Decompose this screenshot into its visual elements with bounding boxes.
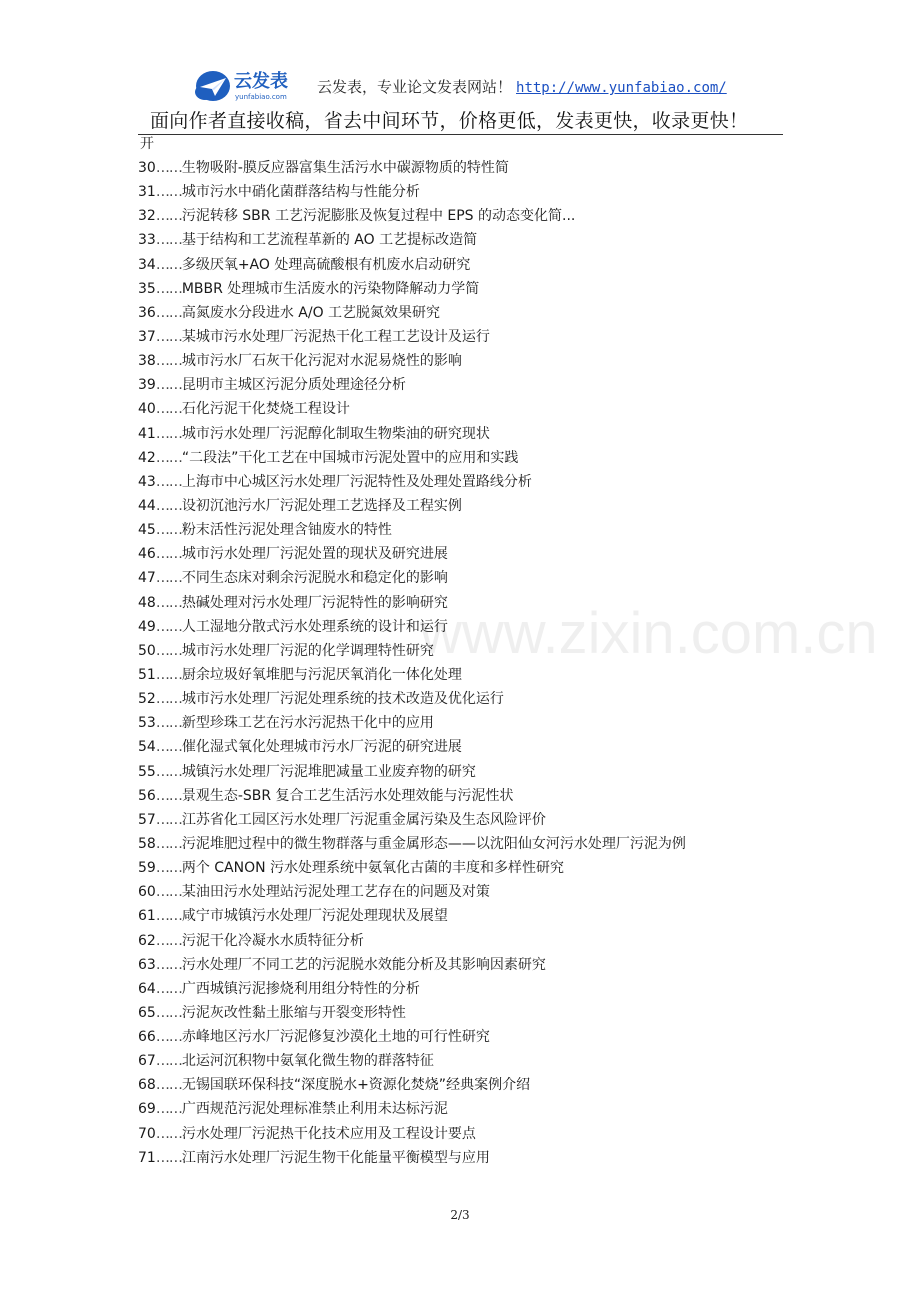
item-title: 多级厌氧+AO 处理高硫酸根有机废水启动研究 — [181, 256, 471, 273]
list-item — [138, 1025, 798, 1049]
item-separator: …… — [155, 1053, 182, 1070]
list-item — [138, 591, 798, 615]
logo-subtext: yunfabiao.com — [235, 93, 287, 101]
item-number: 49 — [138, 618, 156, 635]
item-title: 广西规范污泥处理标准禁止利用未达标污泥 — [181, 1101, 448, 1118]
item-separator: …… — [155, 1004, 182, 1021]
list-item — [138, 373, 798, 397]
item-separator: …… — [155, 1101, 182, 1118]
item-title: 新型珍珠工艺在污水污泥热干化中的应用 — [181, 715, 434, 732]
item-number: 38 — [138, 353, 156, 370]
list-item — [138, 615, 798, 639]
item-separator: …… — [155, 425, 182, 442]
item-number: 58 — [138, 835, 156, 852]
item-title: 基于结构和工艺流程革新的 AO 工艺提标改造简 — [181, 232, 478, 249]
item-title: 生物吸附-膜反应器富集生活污水中碳源物质的特性简 — [181, 160, 509, 176]
item-number: 44 — [138, 497, 156, 514]
item-separator: …… — [155, 691, 182, 708]
item-title: 城市污水处理厂污泥处理系统的技术改造及优化运行 — [181, 691, 504, 708]
item-number: 51 — [138, 666, 156, 683]
item-number: 53 — [138, 715, 156, 732]
item-number: 31 — [138, 184, 156, 201]
item-number: 61 — [138, 908, 156, 925]
logo-graphic — [194, 66, 290, 106]
item-title: 城市污水厂石灰干化污泥对水泥易烧性的影响 — [181, 353, 462, 370]
item-number: 39 — [138, 377, 156, 394]
item-title: 无锡国联环保科技“深度脱水+资源化焚烧”经典案例介绍 — [181, 1077, 531, 1094]
item-separator: …… — [155, 932, 182, 949]
list-item — [138, 808, 798, 832]
watermark-text: www.zixin.com.cn — [420, 601, 878, 666]
list-item — [138, 880, 798, 904]
list-item — [138, 204, 798, 228]
item-number: 57 — [138, 811, 156, 828]
item-number: 52 — [138, 691, 156, 708]
item-number: 63 — [138, 956, 156, 973]
item-title: 催化湿式氧化处理城市污水厂污泥的研究进展 — [181, 739, 462, 756]
item-separator: …… — [155, 618, 182, 635]
item-title: 污泥干化冷凝水水质特征分析 — [181, 932, 364, 949]
item-title: 北运河沉积物中氨氧化微生物的群落特征 — [181, 1053, 434, 1070]
item-separator: …… — [155, 787, 182, 804]
item-separator: …… — [155, 497, 182, 514]
item-number: 37 — [138, 328, 156, 345]
site-url-link[interactable]: http://www.yunfabiao.com/ — [516, 80, 727, 96]
item-separator: …… — [155, 739, 182, 756]
list-item — [138, 518, 798, 542]
item-title: 石化污泥干化焚烧工程设计 — [181, 401, 350, 418]
item-number: 55 — [138, 763, 156, 780]
item-number: 36 — [138, 304, 156, 321]
header-tagline: 面向作者直接收稿，省去中间环节，价格更低，发表更快，收录更快！ — [150, 110, 749, 132]
list-item — [138, 1146, 798, 1170]
item-title: 某油田污水处理站污泥处理工艺存在的问题及对策 — [181, 884, 490, 901]
item-separator: …… — [155, 522, 182, 539]
item-title: “二段法”干化工艺在中国城市污泥处置中的应用和实践 — [181, 449, 519, 466]
item-separator: …… — [155, 328, 182, 345]
item-title: 污泥堆肥过程中的微生物群落与重金属形态——以沈阳仙女河污水处理厂污泥为例 — [181, 835, 686, 852]
item-separator: …… — [155, 594, 182, 611]
item-title: 热碱处理对污水处理厂污泥特性的影响研究 — [181, 594, 448, 611]
item-number: 46 — [138, 546, 156, 563]
item-title: 某城市污水处理厂污泥热干化工程工艺设计及运行 — [181, 328, 490, 345]
item-separator: …… — [155, 1077, 182, 1094]
item-separator: …… — [155, 1149, 182, 1166]
item-number: 64 — [138, 980, 156, 997]
item-title: 污泥转移 SBR 工艺污泥膨胀及恢复过程中 EPS 的动态变化简... — [181, 208, 576, 225]
list-item — [138, 711, 798, 735]
item-title: 景观生态-SBR 复合工艺生活污水处理效能与污泥性状 — [181, 787, 514, 804]
item-title: 污水处理厂不同工艺的污泥脱水效能分析及其影响因素研究 — [181, 956, 546, 973]
item-separator: …… — [155, 715, 182, 732]
item-title: 江南污水处理厂污泥生物干化能量平衡模型与应用 — [181, 1149, 490, 1166]
item-number: 68 — [138, 1077, 156, 1094]
list-item — [138, 301, 798, 325]
list-item — [138, 228, 798, 252]
list-item — [138, 735, 798, 759]
item-title: 两个 CANON 污水处理系统中氨氧化古菌的丰度和多样性研究 — [181, 860, 565, 877]
header-slogan — [317, 76, 727, 97]
item-number: 34 — [138, 256, 156, 273]
item-number: 66 — [138, 1029, 156, 1046]
list-item — [138, 397, 798, 421]
item-separator: …… — [155, 642, 182, 659]
item-title: 广西城镇污泥掺烧利用组分特性的分析 — [181, 980, 420, 997]
list-item — [138, 325, 798, 349]
item-number: 45 — [138, 522, 156, 539]
list-item — [138, 1049, 798, 1073]
item-title: 污泥灰改性黏土胀缩与开裂变形特性 — [181, 1004, 406, 1021]
item-separator: …… — [155, 304, 182, 321]
list-item — [138, 349, 798, 373]
list-item — [138, 566, 798, 590]
item-number: 32 — [138, 208, 156, 225]
item-number: 62 — [138, 932, 156, 949]
item-title: 城市污水处理厂污泥醇化制取生物柴油的研究现状 — [181, 425, 490, 442]
item-number: 56 — [138, 787, 156, 804]
list-item — [138, 494, 798, 518]
item-number: 47 — [138, 570, 156, 587]
list-item — [138, 470, 798, 494]
item-number: 59 — [138, 860, 156, 877]
list-item — [138, 639, 798, 663]
item-separator: …… — [155, 208, 182, 225]
item-title: 城镇污水处理厂污泥堆肥减量工业废弃物的研究 — [181, 763, 476, 780]
list-item — [138, 953, 798, 977]
item-title: 污水处理厂污泥热干化技术应用及工程设计要点 — [181, 1125, 476, 1142]
list-item — [138, 760, 798, 784]
list-item — [138, 1097, 798, 1121]
item-title: 不同生态床对剩余污泥脱水和稳定化的影响 — [181, 570, 448, 587]
list-item — [138, 687, 798, 711]
item-separator: …… — [155, 884, 182, 901]
item-number: 50 — [138, 642, 156, 659]
page-number: 2/3 — [450, 1208, 470, 1222]
item-separator: …… — [155, 473, 182, 490]
item-number: 60 — [138, 884, 156, 901]
list-item — [138, 904, 798, 928]
yunfabiao-logo[interactable] — [194, 66, 290, 106]
item-number: 35 — [138, 280, 156, 297]
list-item — [138, 277, 798, 301]
item-separator: …… — [155, 232, 182, 249]
list-item — [138, 977, 798, 1001]
list-item — [138, 253, 798, 277]
item-number: 42 — [138, 449, 156, 466]
item-number: 54 — [138, 739, 156, 756]
item-number: 71 — [138, 1149, 156, 1166]
list-item — [138, 929, 798, 953]
article-title-list — [138, 156, 798, 1170]
item-title: 上海市中心城区污水处理厂污泥特性及处理处置路线分析 — [181, 473, 532, 490]
item-number: 65 — [138, 1004, 156, 1021]
item-title: 人工湿地分散式污水处理系统的设计和运行 — [181, 618, 448, 635]
item-separator: …… — [155, 908, 182, 925]
page-header — [138, 66, 783, 136]
item-title: MBBR 处理城市生活废水的污染物降解动力学简 — [181, 280, 480, 297]
list-item — [138, 180, 798, 204]
item-separator: …… — [155, 811, 182, 828]
item-separator: …… — [155, 546, 182, 563]
item-number: 70 — [138, 1125, 156, 1142]
item-number: 43 — [138, 473, 156, 490]
list-item — [138, 1122, 798, 1146]
item-number: 30 — [138, 160, 156, 176]
item-separator: …… — [155, 956, 182, 973]
item-title: 设初沉池污水厂污泥处理工艺选择及工程实例 — [181, 497, 462, 514]
item-title: 粉末活性污泥处理含铀废水的特性 — [181, 522, 392, 539]
list-item — [138, 663, 798, 687]
item-title: 昆明市主城区污泥分质处理途径分析 — [181, 377, 406, 394]
item-separator: …… — [155, 1125, 182, 1142]
item-separator: …… — [155, 835, 182, 852]
item-number: 67 — [138, 1053, 156, 1070]
item-number: 48 — [138, 594, 156, 611]
list-item — [138, 1001, 798, 1025]
item-title: 厨余垃圾好氧堆肥与污泥厌氧消化一体化处理 — [181, 666, 462, 683]
item-separator: …… — [155, 280, 182, 297]
item-title: 城市污水处理厂污泥的化学调理特性研究 — [181, 642, 434, 659]
item-separator: …… — [155, 401, 182, 418]
list-item — [138, 446, 798, 470]
item-separator: …… — [155, 449, 182, 466]
item-separator: …… — [155, 184, 182, 201]
item-separator: …… — [155, 570, 182, 587]
item-separator: …… — [155, 666, 182, 683]
item-title: 城市污水处理厂污泥处置的现状及研究进展 — [181, 546, 448, 563]
list-item — [138, 156, 798, 180]
header-divider — [138, 134, 783, 135]
item-number: 40 — [138, 401, 156, 418]
item-separator: …… — [155, 160, 182, 176]
list-item — [138, 542, 798, 566]
item-number: 33 — [138, 232, 156, 249]
item-separator: …… — [155, 980, 182, 997]
list-item — [138, 1073, 798, 1097]
list-item — [138, 422, 798, 446]
item-separator: …… — [155, 1029, 182, 1046]
slogan-text: 云发表，专业论文发表网站！ — [317, 78, 513, 96]
item-title: 城市污水中硝化菌群落结构与性能分析 — [181, 184, 420, 201]
item-separator: …… — [155, 763, 182, 780]
list-item — [138, 784, 798, 808]
item-separator: …… — [155, 377, 182, 394]
item-number: 41 — [138, 425, 156, 442]
item-separator: …… — [155, 860, 182, 877]
item-title: 高氮废水分段进水 A/O 工艺脱氮效果研究 — [181, 304, 441, 321]
item-title: 江苏省化工园区污水处理厂污泥重金属污染及生态风险评价 — [181, 811, 546, 828]
continued-text-fragment: 开 — [140, 136, 154, 152]
logo-text: 云发表 — [234, 71, 288, 92]
item-title: 赤峰地区污水厂污泥修复沙漠化土地的可行性研究 — [181, 1029, 490, 1046]
item-title: 咸宁市城镇污水处理厂污泥处理现状及展望 — [181, 908, 448, 925]
list-item — [138, 832, 798, 856]
list-item — [138, 856, 798, 880]
item-separator: …… — [155, 256, 182, 273]
item-number: 69 — [138, 1101, 156, 1118]
item-separator: …… — [155, 353, 182, 370]
